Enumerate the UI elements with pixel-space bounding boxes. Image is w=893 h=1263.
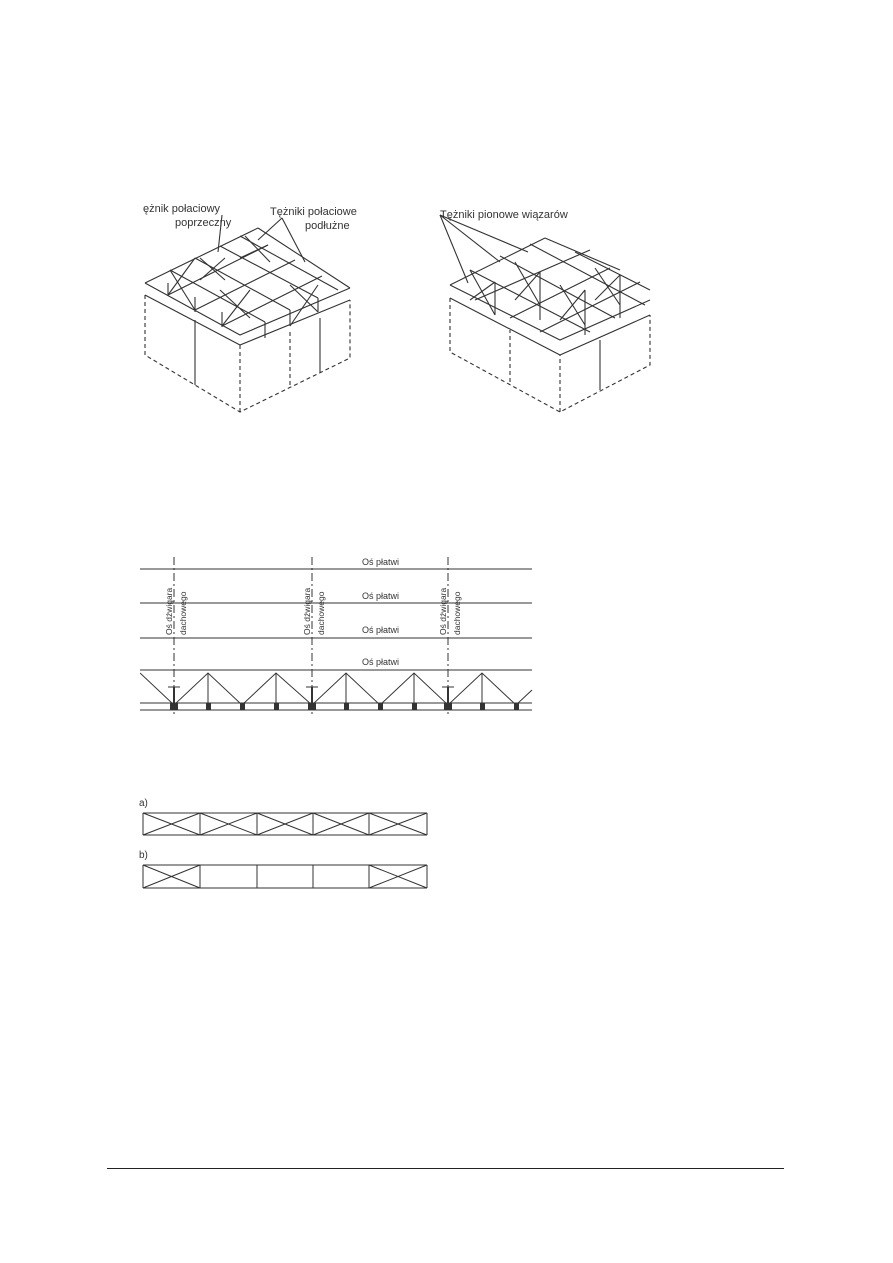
label-vertical-bracing: Tężniki pionowe wiązarów (440, 209, 568, 221)
girder-label-1b: dachowego (178, 591, 188, 635)
figure-bracing-variants (135, 795, 435, 895)
left-isometric-roof (145, 215, 350, 412)
figure-roof-bracing-isometric (0, 0, 893, 440)
variant-a-truss (143, 813, 427, 835)
label-transverse-bracing-line1: ężnik połaciowy (143, 203, 221, 215)
label-transverse-bracing-line2: poprzeczny (175, 217, 232, 229)
purlin-label-3: Oś płatwi (362, 625, 400, 635)
figure-purlin-plan (140, 555, 535, 720)
footer-rule (107, 1168, 784, 1169)
purlin-label-1: Oś płatwi (362, 557, 400, 567)
purlin-label-4: Oś płatwi (362, 657, 400, 667)
label-longitudinal-bracing-line2: podłużne (305, 220, 350, 232)
variant-b-truss (143, 865, 427, 888)
label-longitudinal-bracing-line1: Tężniki połaciowe (270, 206, 357, 218)
right-isometric-roof (440, 215, 650, 412)
girder-label-3b: dachowego (452, 591, 462, 635)
girder-label-2a: Oś dźwigara (302, 587, 312, 635)
girder-label-1a: Oś dźwigara (164, 587, 174, 635)
girder-label-2b: dachowego (316, 591, 326, 635)
purlin-label-2: Oś płatwi (362, 591, 400, 601)
truss-web (140, 673, 532, 705)
variant-a-label: a) (139, 798, 148, 809)
girder-label-3a: Oś dźwigara (438, 587, 448, 635)
variant-b-label: b) (139, 850, 148, 861)
